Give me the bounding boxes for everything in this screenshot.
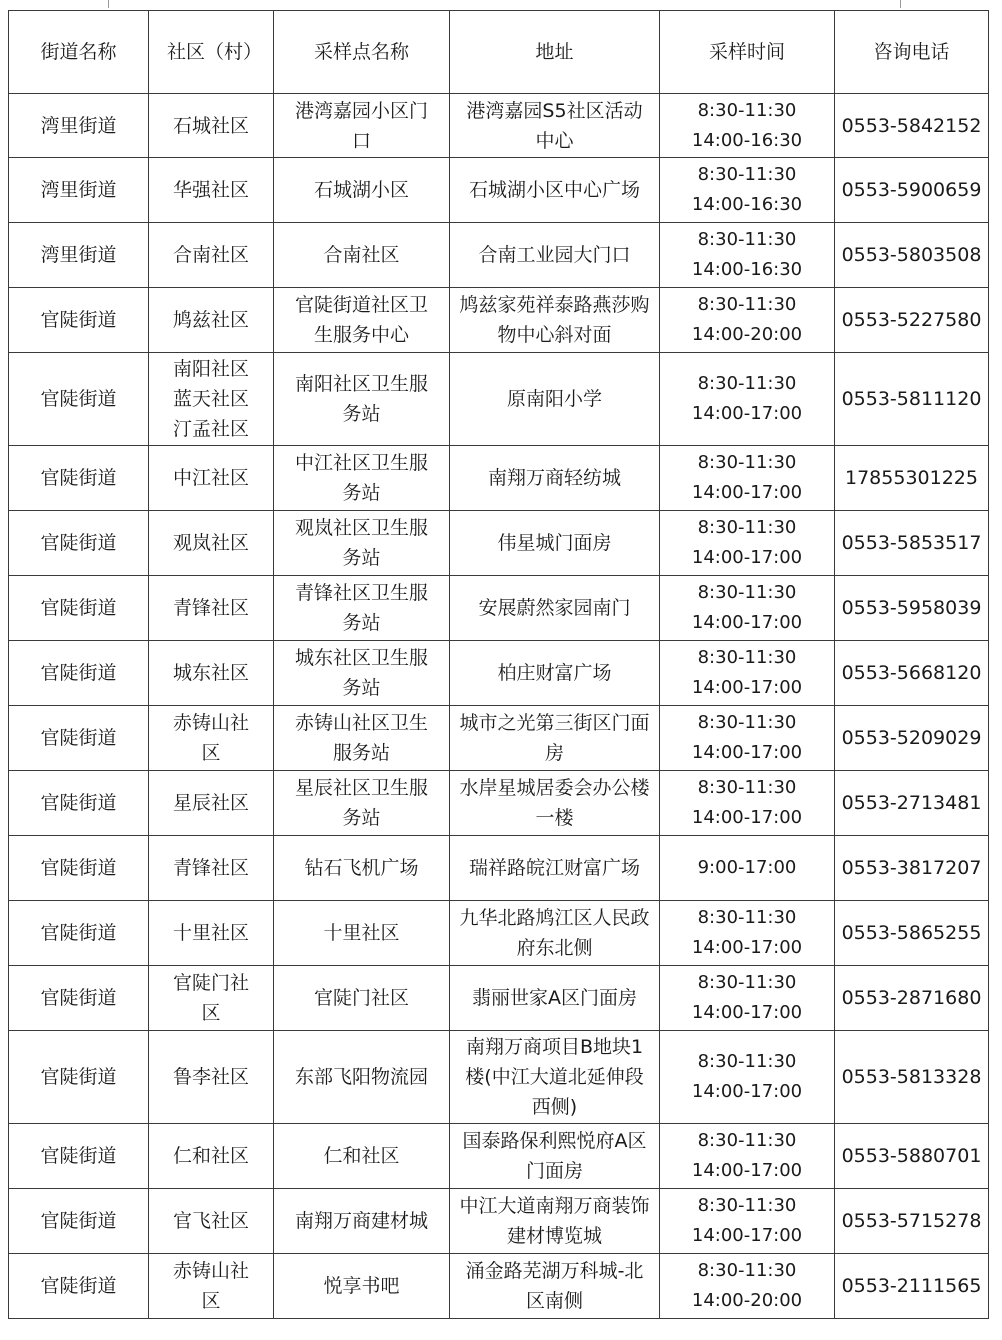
phone-cell: 0553-2871680 <box>835 966 989 1031</box>
community-cell: 官飞社区 <box>149 1189 274 1254</box>
street-cell: 官陡街道 <box>9 901 149 966</box>
address-cell: 城市之光第三街区门面房 <box>450 706 660 771</box>
time-range: 8:30-11:30 <box>697 1051 797 1072</box>
address-cell: 柏庄财富广场 <box>450 641 660 706</box>
time-range: 14:00-17:00 <box>691 403 803 424</box>
table-row <box>9 706 989 771</box>
phone-cell: 0553-5813328 <box>835 1031 989 1124</box>
address-cell: 鸠兹家苑祥泰路燕莎购物中心斜对面 <box>450 288 660 353</box>
time-range: 8:30-11:30 <box>697 1130 797 1151</box>
table-row <box>9 353 989 446</box>
phone-cell: 0553-5811120 <box>835 353 989 446</box>
time-cell <box>660 836 835 901</box>
phone-cell: 0553-5865255 <box>835 901 989 966</box>
site-cell: 东部飞阳物流园 <box>274 1031 450 1124</box>
site-cell: 中江社区卫生服务站 <box>274 446 450 511</box>
site-cell: 石城湖小区 <box>274 158 450 223</box>
address-cell: 瑞祥路皖江财富广场 <box>450 836 660 901</box>
street-cell: 湾里街道 <box>9 158 149 223</box>
community-cell: 南阳社区蓝天社区汀孟社区 <box>149 353 274 446</box>
header-address: 地址 <box>450 11 660 94</box>
time-range: 8:30-11:30 <box>697 164 797 185</box>
street-cell: 湾里街道 <box>9 94 149 158</box>
time-cell <box>660 771 835 836</box>
community-cell: 鸠兹社区 <box>149 288 274 353</box>
time-range: 14:00-16:30 <box>691 259 803 280</box>
time-cell <box>660 288 835 353</box>
time-range: 8:30-11:30 <box>697 229 797 250</box>
table-row <box>9 1124 989 1189</box>
street-cell: 官陡街道 <box>9 641 149 706</box>
address-cell: 南翔万商轻纺城 <box>450 446 660 511</box>
site-cell: 官陡门社区 <box>274 966 450 1031</box>
address-cell: 港湾嘉园S5社区活动中心 <box>450 94 660 158</box>
time-cell <box>660 706 835 771</box>
phone-cell: 0553-3817207 <box>835 836 989 901</box>
time-range: 8:30-11:30 <box>697 712 797 733</box>
table-row <box>9 836 989 901</box>
table-row <box>9 1031 989 1124</box>
site-cell: 南阳社区卫生服务站 <box>274 353 450 446</box>
time-cell <box>660 1189 835 1254</box>
street-cell: 官陡街道 <box>9 1124 149 1189</box>
community-cell: 合南社区 <box>149 223 274 288</box>
phone-cell: 0553-2713481 <box>835 771 989 836</box>
time-range: 14:00-17:00 <box>691 1160 803 1181</box>
header-phone: 咨询电话 <box>835 11 989 94</box>
time-range: 8:30-11:30 <box>697 972 797 993</box>
address-cell: 原南阳小学 <box>450 353 660 446</box>
time-range: 8:30-11:30 <box>697 907 797 928</box>
table-row <box>9 288 989 353</box>
table-row <box>9 576 989 641</box>
address-cell: 中江大道南翔万商装饰建材博览城 <box>450 1189 660 1254</box>
phone-cell: 0553-5668120 <box>835 641 989 706</box>
time-range: 8:30-11:30 <box>697 294 797 315</box>
header-site: 采样点名称 <box>274 11 450 94</box>
address-cell: 九华北路鸠江区人民政府东北侧 <box>450 901 660 966</box>
time-cell <box>660 94 835 158</box>
time-range: 8:30-11:30 <box>697 777 797 798</box>
time-range: 14:00-17:00 <box>691 482 803 503</box>
site-cell: 悦享书吧 <box>274 1254 450 1319</box>
time-range: 14:00-17:00 <box>691 677 803 698</box>
time-cell <box>660 1254 835 1319</box>
time-range: 14:00-17:00 <box>691 1225 803 1246</box>
street-cell: 官陡街道 <box>9 1254 149 1319</box>
table-row <box>9 771 989 836</box>
time-range: 14:00-17:00 <box>691 1002 803 1023</box>
time-cell <box>660 223 835 288</box>
time-cell <box>660 353 835 446</box>
phone-cell: 0553-5842152 <box>835 94 989 158</box>
divider <box>108 0 109 8</box>
community-cell: 十里社区 <box>149 901 274 966</box>
table-row <box>9 511 989 576</box>
time-range: 14:00-20:00 <box>691 324 803 345</box>
time-cell <box>660 446 835 511</box>
address-cell: 涌金路芜湖万科城-北区南侧 <box>450 1254 660 1319</box>
community-cell: 仁和社区 <box>149 1124 274 1189</box>
site-cell: 南翔万商建材城 <box>274 1189 450 1254</box>
address-cell: 国泰路保利熙悦府A区门面房 <box>450 1124 660 1189</box>
time-range: 14:00-17:00 <box>691 612 803 633</box>
street-cell: 官陡街道 <box>9 446 149 511</box>
address-cell: 水岸星城居委会办公楼一楼 <box>450 771 660 836</box>
time-range: 8:30-11:30 <box>697 99 797 121</box>
top-edge <box>0 0 1002 8</box>
address-cell: 翡丽世家A区门面房 <box>450 966 660 1031</box>
time-range: 14:00-16:30 <box>691 129 803 151</box>
street-cell: 官陡街道 <box>9 1189 149 1254</box>
site-cell: 赤铸山社区卫生服务站 <box>274 706 450 771</box>
phone-cell: 0553-5209029 <box>835 706 989 771</box>
site-cell: 港湾嘉园小区门口 <box>274 94 450 158</box>
community-cell: 官陡门社区 <box>149 966 274 1031</box>
site-cell: 十里社区 <box>274 901 450 966</box>
phone-cell: 17855301225 <box>835 446 989 511</box>
street-cell: 官陡街道 <box>9 511 149 576</box>
phone-cell: 0553-2111565 <box>835 1254 989 1319</box>
phone-cell: 0553-5227580 <box>835 288 989 353</box>
address-cell: 石城湖小区中心广场 <box>450 158 660 223</box>
table-row <box>9 158 989 223</box>
time-range: 8:30-11:30 <box>697 647 797 668</box>
time-range: 8:30-11:30 <box>697 1260 797 1281</box>
address-cell: 伟星城门面房 <box>450 511 660 576</box>
community-cell: 青锋社区 <box>149 576 274 641</box>
phone-cell: 0553-5880701 <box>835 1124 989 1189</box>
site-cell: 官陡街道社区卫生服务中心 <box>274 288 450 353</box>
phone-cell: 0553-5958039 <box>835 576 989 641</box>
street-cell: 官陡街道 <box>9 836 149 901</box>
address-cell: 合南工业园大门口 <box>450 223 660 288</box>
time-range: 14:00-17:00 <box>691 1081 803 1102</box>
site-cell: 观岚社区卫生服务站 <box>274 511 450 576</box>
community-cell: 城东社区 <box>149 641 274 706</box>
phone-cell: 0553-5803508 <box>835 223 989 288</box>
site-cell: 合南社区 <box>274 223 450 288</box>
time-range: 8:30-11:30 <box>697 373 797 394</box>
header-time: 采样时间 <box>660 11 835 94</box>
community-cell: 石城社区 <box>149 94 274 158</box>
community-cell: 青锋社区 <box>149 836 274 901</box>
sampling-sites-table <box>8 10 989 1319</box>
street-cell: 官陡街道 <box>9 706 149 771</box>
table-row <box>9 94 989 158</box>
phone-cell: 0553-5900659 <box>835 158 989 223</box>
community-cell: 华强社区 <box>149 158 274 223</box>
time-cell <box>660 901 835 966</box>
site-cell: 青锋社区卫生服务站 <box>274 576 450 641</box>
time-cell <box>660 158 835 223</box>
community-cell: 赤铸山社区 <box>149 706 274 771</box>
time-range: 14:00-20:00 <box>691 1290 803 1311</box>
table-header-row <box>9 11 989 94</box>
time-cell <box>660 641 835 706</box>
table-row <box>9 223 989 288</box>
time-range: 8:30-11:30 <box>697 452 797 473</box>
street-cell: 官陡街道 <box>9 966 149 1031</box>
time-cell <box>660 1031 835 1124</box>
street-cell: 官陡街道 <box>9 771 149 836</box>
time-range: 8:30-11:30 <box>697 582 797 603</box>
street-cell: 湾里街道 <box>9 223 149 288</box>
street-cell: 官陡街道 <box>9 1031 149 1124</box>
site-cell: 钻石飞机广场 <box>274 836 450 901</box>
table-row <box>9 966 989 1031</box>
time-range: 14:00-17:00 <box>691 742 803 763</box>
time-range: 8:30-11:30 <box>697 517 797 538</box>
header-street: 街道名称 <box>9 11 149 94</box>
time-range: 14:00-17:00 <box>691 937 803 958</box>
community-cell: 观岚社区 <box>149 511 274 576</box>
divider <box>900 0 901 8</box>
community-cell: 中江社区 <box>149 446 274 511</box>
site-cell: 城东社区卫生服务站 <box>274 641 450 706</box>
table-body <box>9 94 989 1319</box>
table-row <box>9 641 989 706</box>
community-cell: 鲁李社区 <box>149 1031 274 1124</box>
table-row <box>9 1189 989 1254</box>
time-range: 9:00-17:00 <box>697 857 797 878</box>
time-cell <box>660 576 835 641</box>
street-cell: 官陡街道 <box>9 353 149 446</box>
address-cell: 安展蔚然家园南门 <box>450 576 660 641</box>
header-community: 社区（村） <box>149 11 274 94</box>
community-cell: 赤铸山社区 <box>149 1254 274 1319</box>
table-row <box>9 446 989 511</box>
site-cell: 星辰社区卫生服务站 <box>274 771 450 836</box>
site-cell: 仁和社区 <box>274 1124 450 1189</box>
street-cell: 官陡街道 <box>9 576 149 641</box>
time-range: 14:00-17:00 <box>691 807 803 828</box>
street-cell: 官陡街道 <box>9 288 149 353</box>
phone-cell: 0553-5853517 <box>835 511 989 576</box>
table-row <box>9 1254 989 1319</box>
phone-cell: 0553-5715278 <box>835 1189 989 1254</box>
time-range: 8:30-11:30 <box>697 1195 797 1216</box>
time-cell <box>660 966 835 1031</box>
table-row <box>9 901 989 966</box>
time-range: 14:00-17:00 <box>691 547 803 568</box>
time-cell <box>660 1124 835 1189</box>
address-cell: 南翔万商项目B地块1楼(中江大道北延伸段西侧) <box>450 1031 660 1124</box>
time-cell <box>660 511 835 576</box>
community-cell: 星辰社区 <box>149 771 274 836</box>
time-range: 14:00-16:30 <box>691 194 803 215</box>
